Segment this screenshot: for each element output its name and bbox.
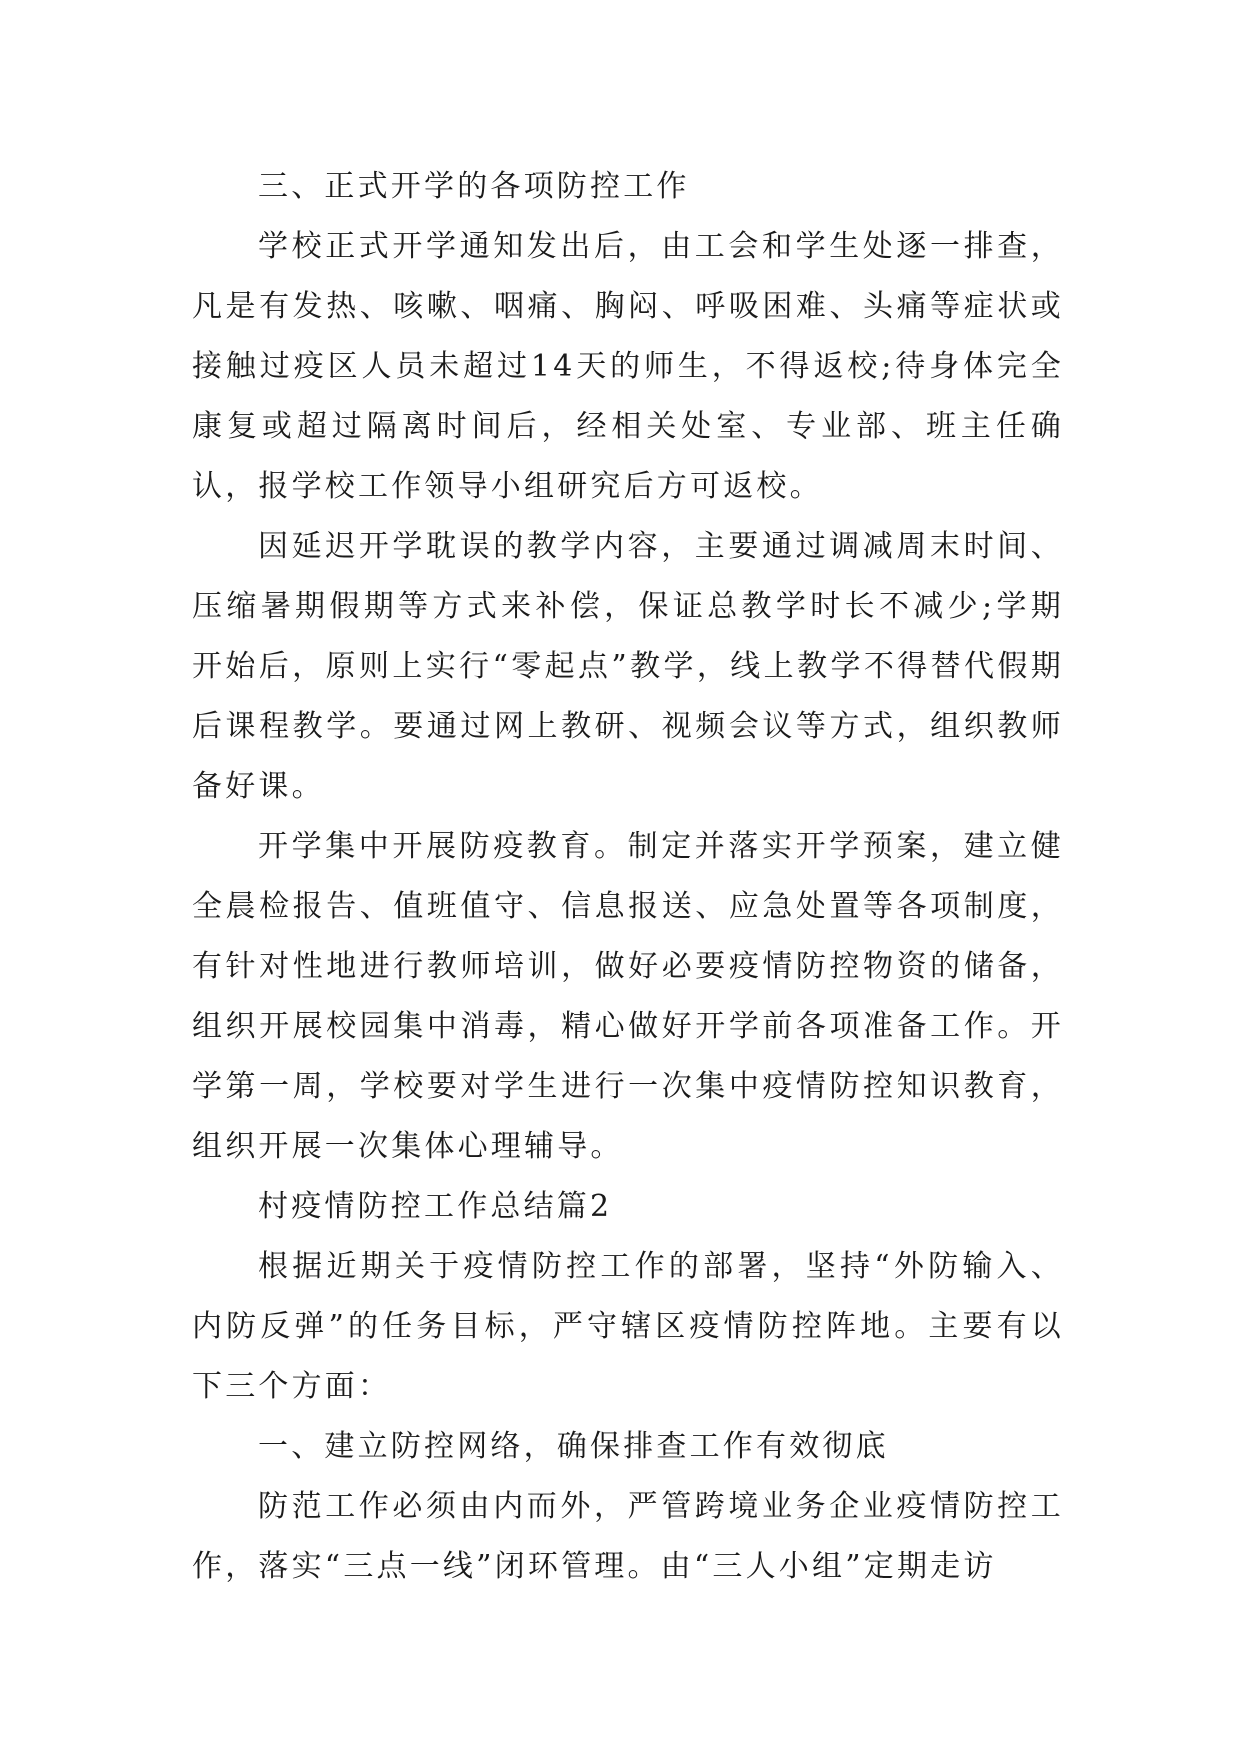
body-paragraph: 根据近期关于疫情防控工作的部署，坚持“外防输入、内防反弹”的任务目标，严守辖区疫情防控阵地。主要有以下三个方面： (192, 1249, 1064, 1404)
section-heading: 一、建立防控网络，确保排查工作有效彻底 (258, 1429, 889, 1464)
body-paragraph: 开学集中开展防疫教育。制定并落实开学预案，建立健全晨检报告、值班值守、信息报送、应急处置等各项制度，有针对性地进行教师培训，做好必要疫情防控物资的储备，组织开展校园集中消毒，精心做好开学前各项准备工作。开学第一周，学校要对学生进行一次集中疫情防控知识教育，组织开展一次集体心理辅导。 (192, 829, 1064, 1164)
body-paragraph: 学校正式开学通知发出后，由工会和学生处逐一排查，凡是有发热、咳嗽、咽痛、胸闷、呼吸困难、头痛等症状或接触过疫区人员未超过14天的师生，不得返校;待身体完全康复或超过隔离时间后，经相关处室、专业部、班主任确认，报学校工作领导小组研究后方可返校。 (192, 229, 1064, 504)
section-heading: 三、正式开学的各项防控工作 (258, 169, 690, 204)
body-paragraph: 防范工作必须由内而外，严管跨境业务企业疫情防控工作，落实“三点一线”闭环管理。由“三人小组”定期走访 (192, 1489, 1064, 1584)
article-title: 村疫情防控工作总结篇2 (258, 1189, 613, 1224)
document-body (192, 157, 1064, 1597)
body-paragraph: 因延迟开学耽误的教学内容，主要通过调减周末时间、压缩暑期假期等方式来补偿，保证总教学时长不减少;学期开始后，原则上实行“零起点”教学，线上教学不得替代假期后课程教学。要通过网上教研、视频会议等方式，组织教师备好课。 (192, 529, 1064, 804)
